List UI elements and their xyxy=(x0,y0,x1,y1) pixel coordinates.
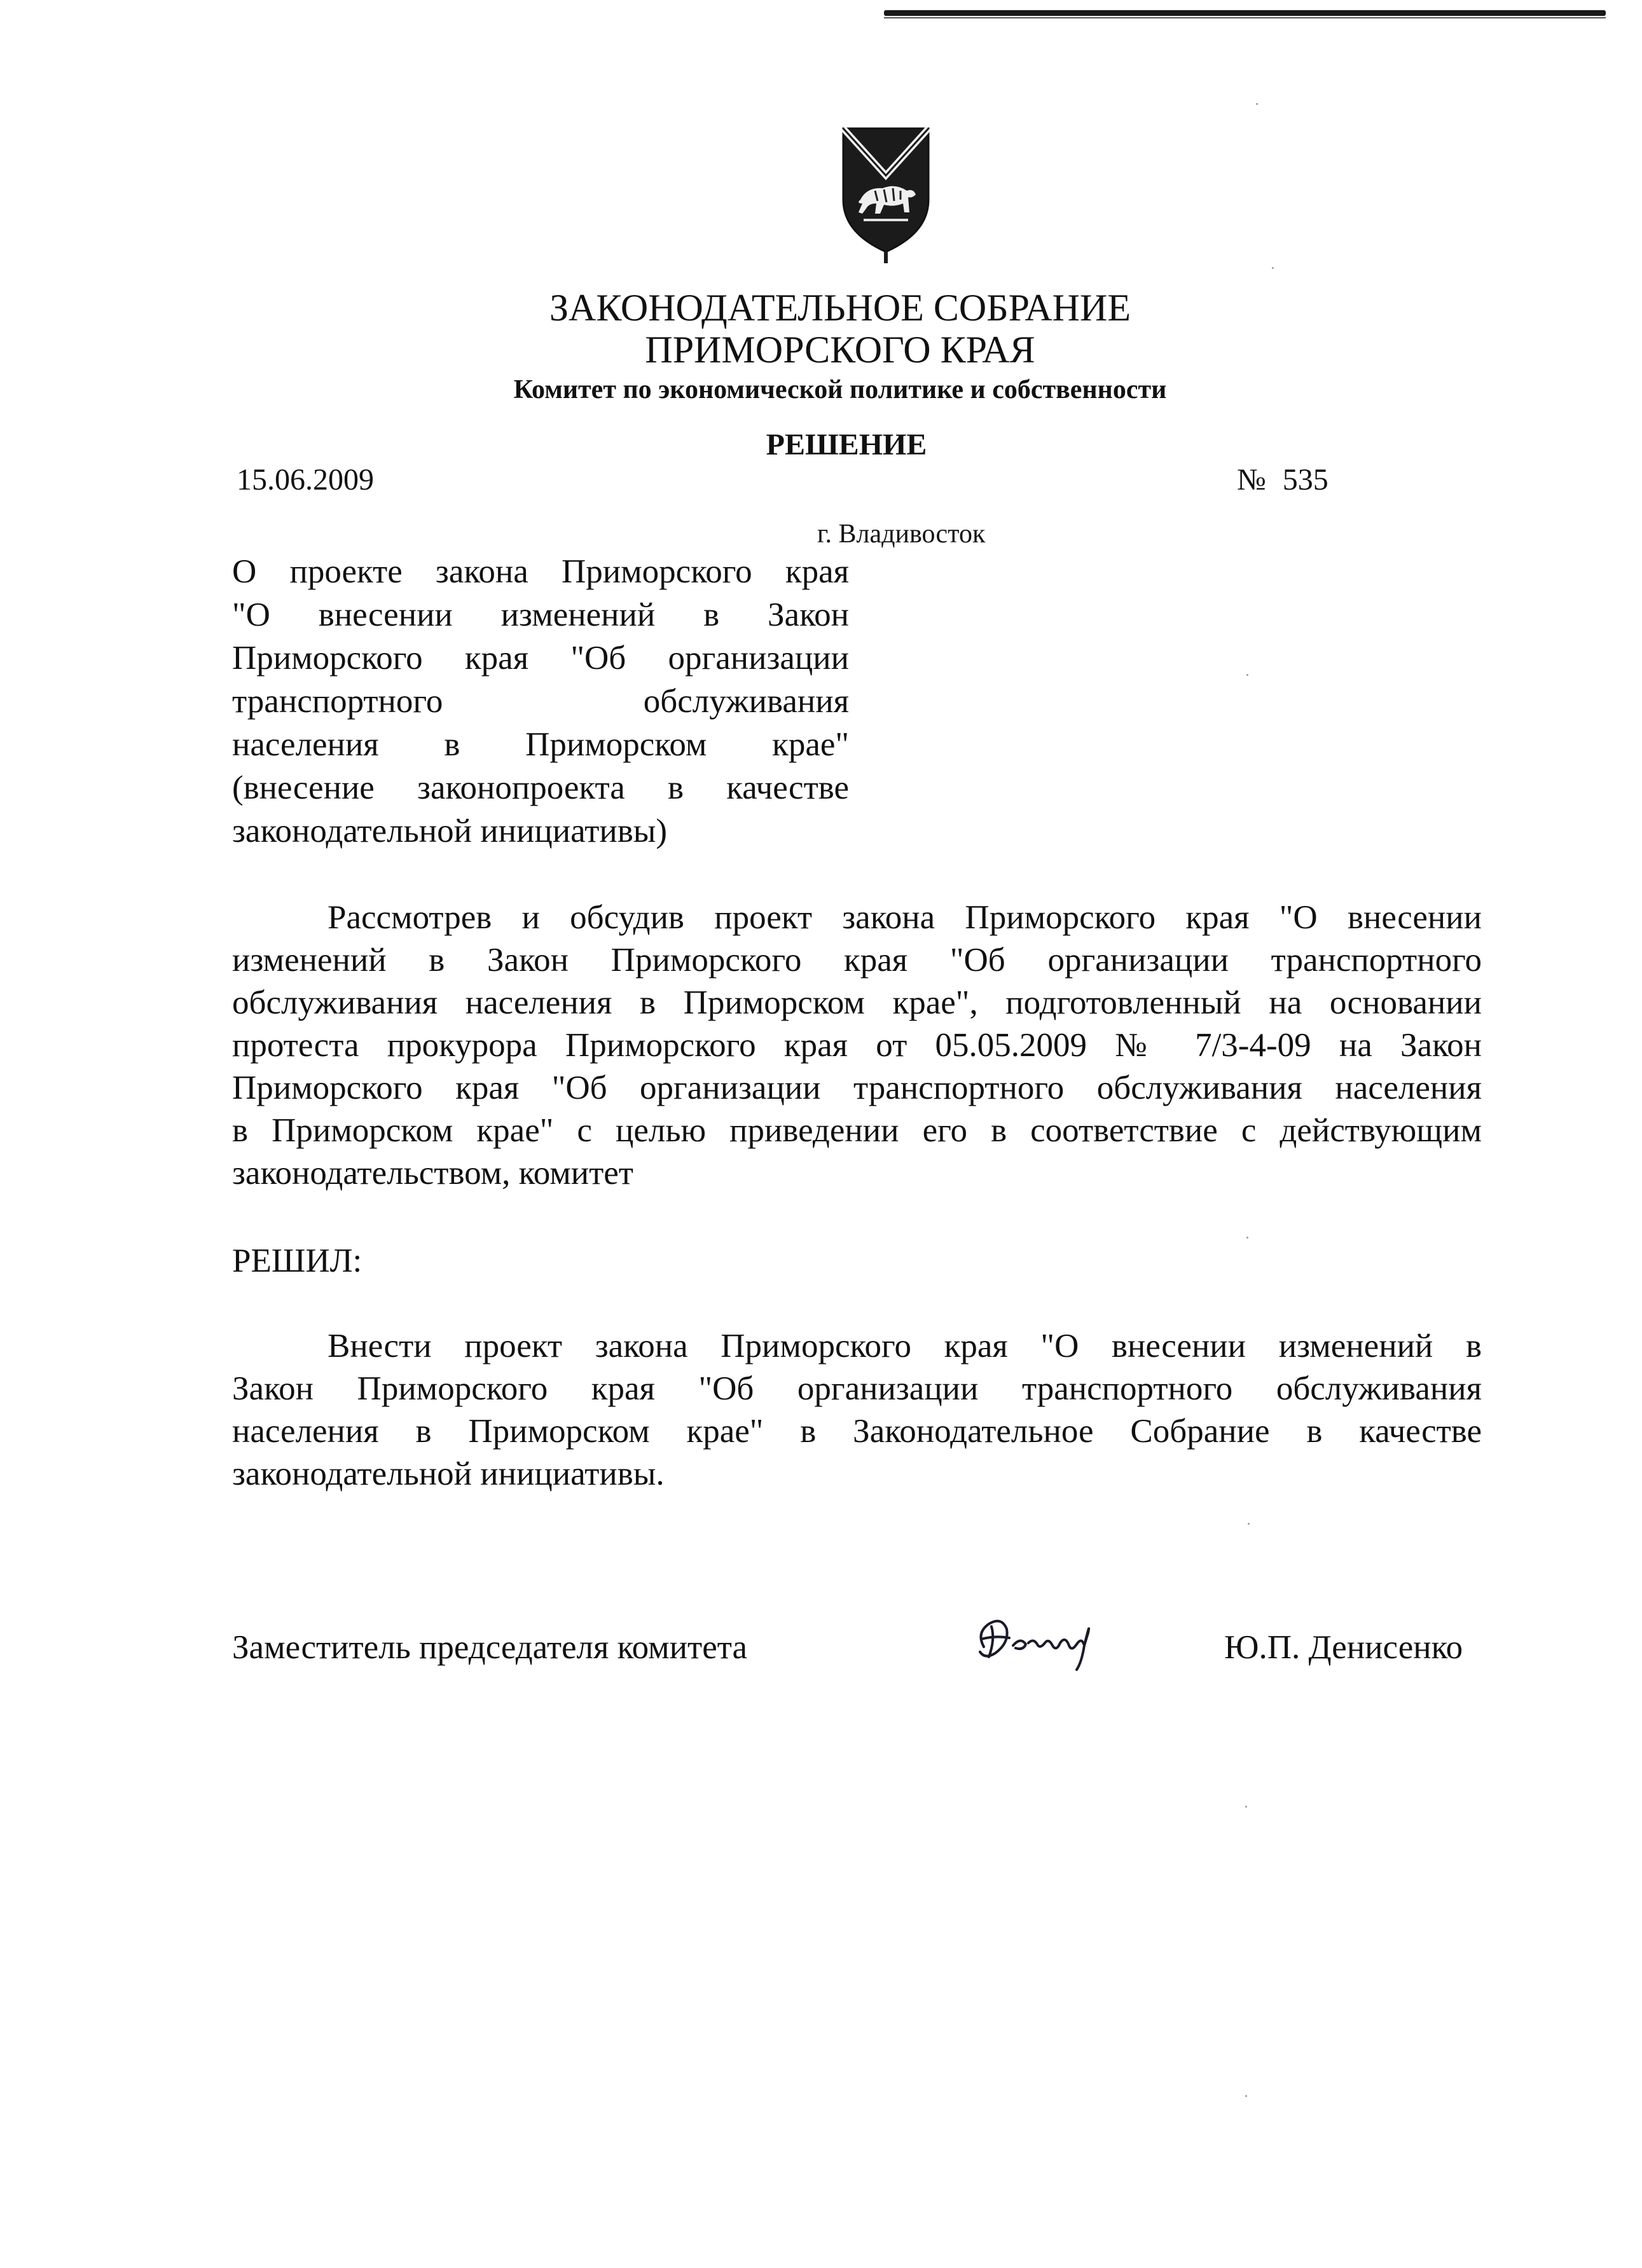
body-paragraph-decision xyxy=(232,1325,1482,1495)
scan-speck xyxy=(1272,267,1274,269)
scan-speck xyxy=(1256,103,1258,105)
subject-line: "О внесении изменений в Закон xyxy=(232,596,849,633)
scan-speck xyxy=(1246,674,1248,676)
document-date: 15.06.2009 xyxy=(237,463,374,497)
org-name-line2: ПРИМОРСКОГО КРАЯ xyxy=(645,329,1035,371)
signatory-name: Ю.П. Денисенко xyxy=(1224,1629,1463,1666)
paragraph-line: Рассмотрев и обсудив проект закона Приморского края "О внесении xyxy=(328,899,1482,936)
paragraph-line: законодательной инициативы. xyxy=(232,1455,665,1492)
signatory-role: Заместитель председателя комитета xyxy=(232,1629,748,1666)
paragraph-line: Закон Приморского края "Об организации транспортного обслуживания xyxy=(232,1370,1482,1407)
document-number xyxy=(1237,461,1328,499)
subject-line: Приморского края "Об организации xyxy=(232,640,849,677)
subject-line: законодательной инициативы) xyxy=(232,813,668,849)
scan-speck xyxy=(1248,1523,1250,1525)
body-paragraph-considered xyxy=(232,897,1482,1195)
scan-edge-line-thin xyxy=(884,17,1606,18)
subject-line: О проекте закона Приморского края xyxy=(232,553,849,590)
paragraph-line: протеста прокурора Приморского края от 05.05.2009 № 7/3-4-09 на Закон xyxy=(232,1027,1482,1064)
document-number-value: 535 xyxy=(1282,463,1328,497)
subject-line: населения в Приморском крае" xyxy=(232,726,849,763)
paragraph-line: законодательством, комитет xyxy=(232,1155,633,1192)
committee-name: Комитет по экономической политике и собственности xyxy=(513,375,1167,404)
paragraph-line: обслуживания населения в Приморском крае", подготовленный на основании xyxy=(232,984,1482,1021)
coat-of-arms-icon xyxy=(838,125,934,266)
paragraph-line: изменений в Закон Приморского края "Об организации транспортного xyxy=(232,942,1482,979)
resolved-heading: РЕШИЛ: xyxy=(232,1242,362,1279)
paragraph-line: Приморского края "Об организации транспортного обслуживания населения xyxy=(232,1069,1482,1106)
document-subject xyxy=(232,550,849,853)
scan-speck xyxy=(1246,1237,1248,1239)
document-number-label: № xyxy=(1237,463,1266,497)
subject-line: (внесение законопроекта в качестве xyxy=(232,769,849,806)
handwritten-signature xyxy=(970,1607,1113,1674)
paragraph-line: Внести проект закона Приморского края "О внесении изменений в xyxy=(328,1328,1482,1364)
paragraph-line: населения в Приморском крае" в Законодательное Собрание в качестве xyxy=(232,1413,1482,1450)
scan-edge-line xyxy=(884,10,1606,16)
subject-line: транспортного обслуживания xyxy=(232,683,849,720)
scan-speck xyxy=(1245,1806,1247,1808)
scan-speck xyxy=(1245,2095,1247,2097)
document-city: г. Владивосток xyxy=(817,519,986,549)
document-type: РЕШЕНИЕ xyxy=(766,428,927,462)
org-name-line1: ЗАКОНОДАТЕЛЬНОЕ СОБРАНИЕ xyxy=(549,287,1131,329)
paragraph-line: в Приморском крае" с целью приведении его в соответствие с действующим xyxy=(232,1112,1482,1149)
